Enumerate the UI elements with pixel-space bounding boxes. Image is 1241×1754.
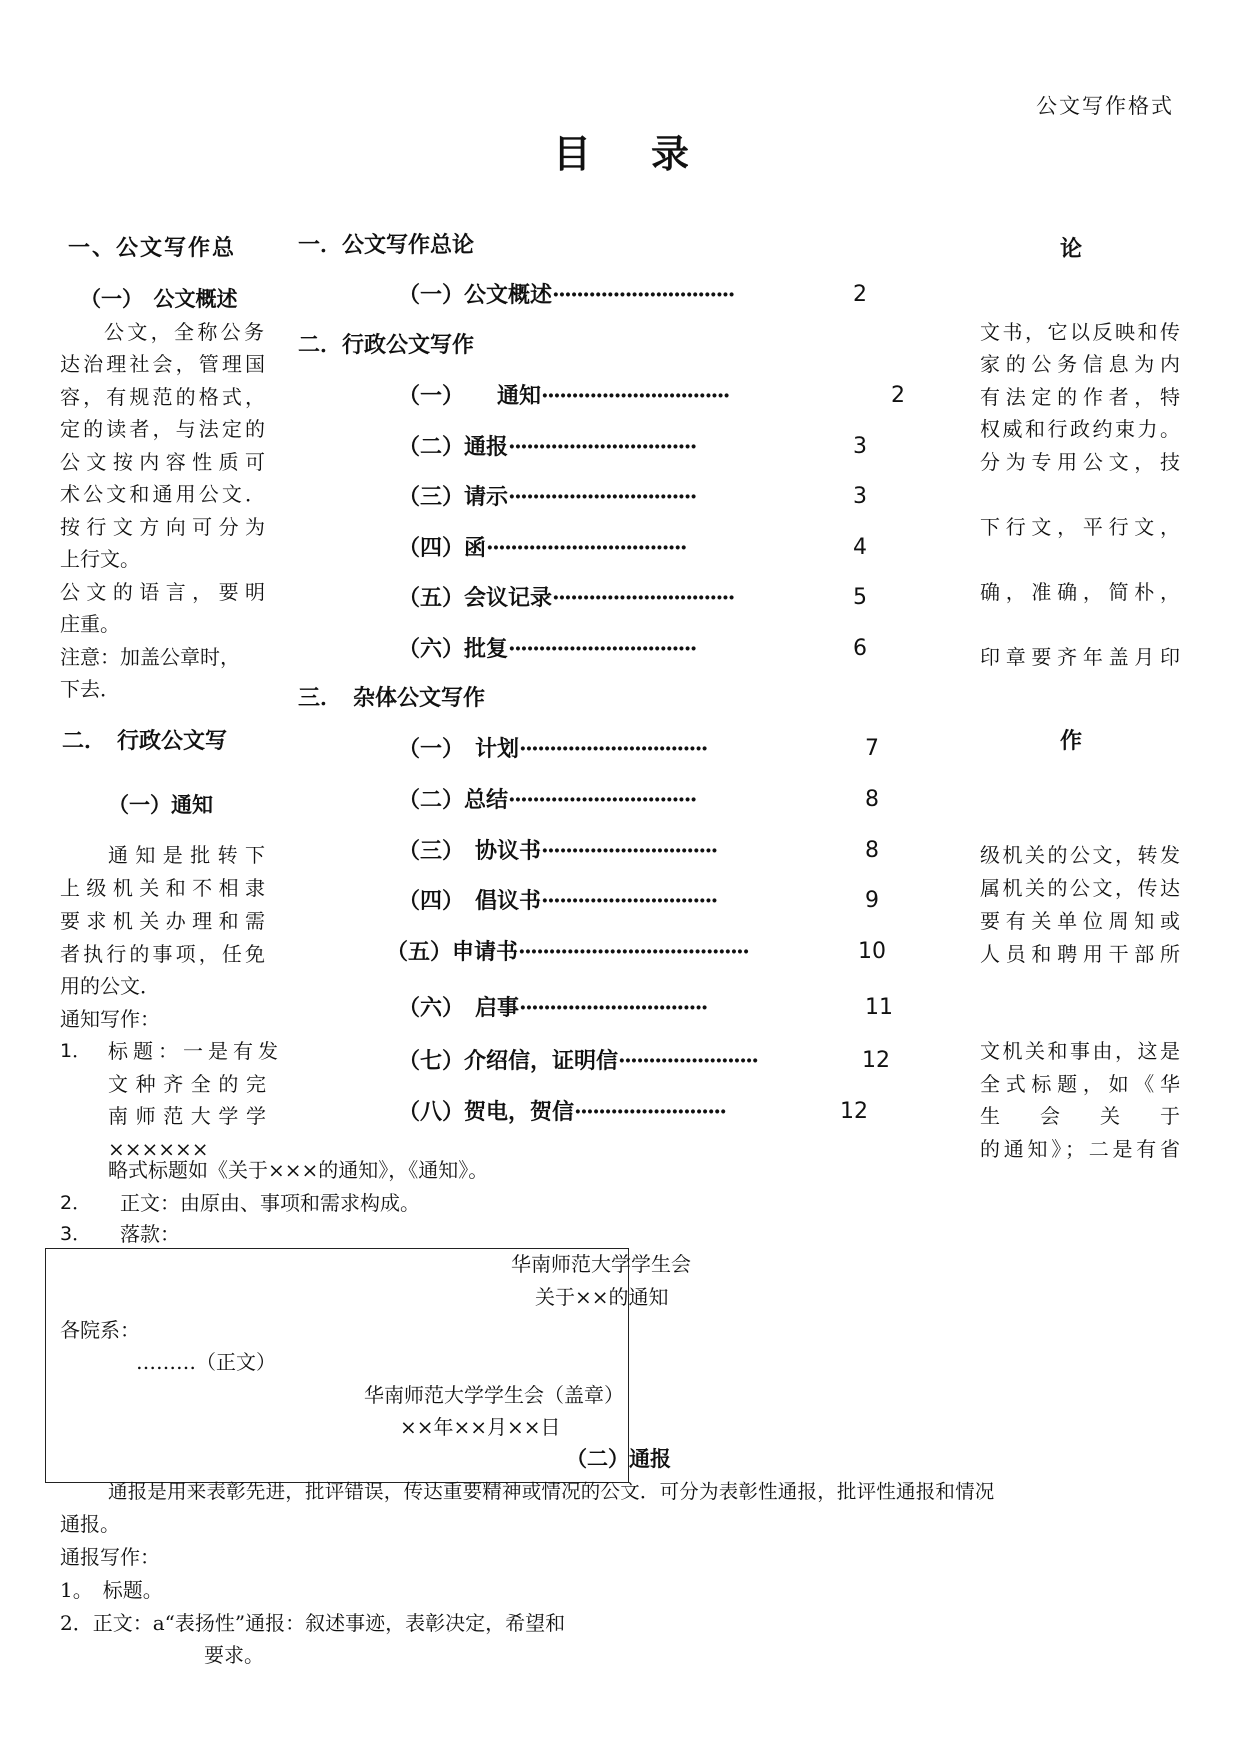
toc-entry-leader: ······························· (508, 434, 696, 460)
toc-entry-label: （七）介绍信，证明信 (398, 1048, 619, 1074)
left-body-line: 公文的语言，要明 (60, 580, 265, 604)
toc-entry-label: （二）总结 (398, 787, 509, 813)
toc-entry-leader: ······························· (508, 484, 696, 510)
toc-entry-label: （八）贺电，贺信 (398, 1099, 575, 1125)
tongbao-item2: 2．正文：a“表扬性”通报：叙述事迹，表彰决定，希望和 (60, 1611, 566, 1635)
toc-entry-label: （四）函 (398, 535, 487, 561)
toc-entry-page: 2 (891, 383, 905, 408)
toc-entry-leader: ······························· (508, 787, 696, 813)
toc-entry-label: （三） 协议书 (398, 838, 542, 864)
toc-entry-label: （六） 启事 (398, 995, 520, 1021)
toc-entry-page: 6 (853, 636, 867, 661)
left-body-line: 下去． (60, 677, 120, 701)
right-body-line: 权威和行政约束力。 (980, 417, 1180, 441)
left-section2-heading: 二． 行政公文写 (62, 728, 228, 754)
toc-entry-leader: ······························ (552, 585, 734, 611)
toc-entry-label: （一）公文概述 (398, 282, 553, 308)
right-item-line: 文机关和事由，这是 (980, 1039, 1180, 1063)
left-item-line: ×××××× (108, 1137, 209, 1161)
right-item-line: 全式标题，如《华 (980, 1072, 1180, 1096)
toc-entry[interactable] (398, 634, 696, 664)
right-body-line: 下行文，平行文， (980, 515, 1180, 539)
toc-entry[interactable] (386, 937, 748, 967)
toc-part1-heading: 一．公文写作总论 (298, 232, 475, 258)
left-body-line: 公文按内容性质可 (60, 450, 265, 474)
sample-body: ………（正文） (136, 1350, 276, 1374)
toc-entry[interactable] (398, 280, 734, 310)
left-body-line: 要求机关办理和需 (60, 909, 265, 933)
toc-entry-label: （四） 倡议书 (398, 888, 542, 914)
toc-entry-leader: ····························· (541, 888, 717, 914)
toc-entry[interactable] (398, 583, 734, 613)
right-body-line: 分为专用公文，技 (980, 450, 1180, 474)
left-body-line: 按行文方向可分为 (60, 515, 265, 539)
toc-entry-leader: ······························· (519, 736, 707, 762)
toc-entry-label: （六）批复 (398, 636, 509, 662)
left-body-line: 注意：加盖公章时， (60, 645, 240, 669)
left-body-line: 定的读者，与法定的 (60, 417, 265, 441)
toc-entry[interactable] (398, 1046, 757, 1076)
toc-entry-page: 12 (840, 1099, 868, 1124)
right-body-line: 人员和聘用干部所 (980, 942, 1180, 966)
left-item-line: 南师范大学学 (108, 1104, 266, 1128)
toc-entry-leader: ······························· (508, 636, 696, 662)
toc-entry-label: （五）会议记录 (398, 585, 553, 611)
left-body-line: 上行文。 (60, 547, 140, 571)
toc-entry[interactable] (398, 432, 696, 462)
toc-entry-page: 7 (865, 736, 879, 761)
item2-text: 正文：由原由、事项和需求构成。 (120, 1191, 420, 1215)
item2-number: 2． (60, 1192, 92, 1214)
right-section1-heading: 论 (1060, 236, 1083, 262)
left-body-line: 用的公文． (60, 974, 160, 998)
toc-entry-leader: ····························· (541, 838, 717, 864)
right-body-line: 级机关的公文，转发 (980, 843, 1180, 867)
toc-entry-leader: ······················· (618, 1048, 758, 1074)
toc-entry[interactable] (398, 785, 696, 815)
toc-entry-leader: ······························· (519, 995, 707, 1021)
item3-number: 3． (60, 1223, 92, 1245)
toc-entry-leader: ······························· (541, 383, 729, 409)
toc-entry-leader: ······························ (552, 282, 734, 308)
toc-entry-leader: ······································ (518, 939, 749, 965)
abbrev-title-line: 略式标题如《关于×××的通知》，《通知》。 (108, 1158, 489, 1182)
toc-entry[interactable] (398, 734, 707, 764)
toc-entry-page: 4 (853, 535, 867, 560)
tongbao-heading: （二）通报 (566, 1446, 671, 1471)
right-body-line: 文书，它以反映和传 (980, 320, 1180, 344)
toc-part2-heading: 二．行政公文写作 (298, 332, 475, 358)
toc-entry-page: 5 (853, 585, 867, 610)
sample-signer: 华南师范大学学生会（盖章） (364, 1383, 624, 1407)
toc-entry-page: 8 (865, 838, 879, 863)
left-section1-sub: （一） 公文概述 (80, 286, 238, 311)
right-body-line: 家的公务信息为内 (980, 352, 1180, 376)
left-item-line: 文种齐全的完 (108, 1072, 266, 1096)
left-body-line: 通知写作： (60, 1007, 160, 1031)
item3-text: 落款： (120, 1222, 180, 1246)
toc-entry-label: （五）申请书 (386, 939, 519, 965)
toc-entry-page: 3 (853, 434, 867, 459)
tongbao-item1: 1。 标题。 (60, 1578, 163, 1602)
tongbao-paragraph-line1: 通报是用来表彰先进，批评错误，传达重要精神或情况的公文．可分为表彰性通报，批评性通报和情况 (108, 1480, 995, 1503)
left-section1-heading: 一、公文写作总 (68, 235, 237, 261)
toc-entry[interactable] (398, 993, 707, 1023)
left-body-line: 达治理社会，管理国 (60, 352, 265, 376)
running-header: 公文写作格式 (1036, 94, 1174, 118)
right-section2-heading: 作 (1060, 728, 1083, 754)
toc-entry[interactable] (398, 533, 686, 563)
right-body-line: 有法定的作者，特 (980, 385, 1180, 409)
right-body-line: 确，准确，简朴， (980, 580, 1180, 604)
toc-entry-leader: ································· (486, 535, 686, 561)
toc-entry[interactable] (398, 836, 717, 866)
toc-entry[interactable] (398, 381, 729, 411)
toc-part3-heading: 三． 杂体公文写作 (298, 685, 486, 711)
toc-entry[interactable] (398, 886, 717, 916)
toc-entry[interactable] (398, 1097, 726, 1127)
right-body-line: 要有关单位周知或 (980, 909, 1180, 933)
tongbao-paragraph-line2: 通报。 (60, 1512, 120, 1536)
toc-entry-label: （三）请示 (398, 484, 509, 510)
right-item-line: 的通知》；二是有省 (980, 1137, 1180, 1161)
right-body-line: 印章要齐年盖月印 (980, 645, 1180, 669)
left-body-line: 通知是批转下 (108, 843, 265, 867)
left-body-line: 公文，全称公务 (104, 320, 264, 344)
left-body-line: 上级机关和不相隶 (60, 876, 265, 900)
right-item-line: 生 会 关 于 (980, 1104, 1180, 1128)
toc-entry-label: （一） 通知 (398, 383, 542, 409)
toc-entry-page: 10 (858, 939, 886, 964)
toc-entry-page: 9 (865, 888, 879, 913)
right-body-line: 属机关的公文，传达 (980, 876, 1180, 900)
toc-title-right: 录 (651, 132, 692, 176)
left-section2-sub: （一）通知 (108, 792, 213, 817)
sample-salutation: 各院系： (60, 1318, 140, 1342)
sample-subject: 关于××的通知 (535, 1285, 669, 1309)
toc-entry-leader: ························· (574, 1099, 726, 1125)
left-body-line: 者执行的事项，任免 (60, 942, 265, 966)
toc-entry-label: （二）通报 (398, 434, 509, 460)
left-item-line: 标题：一是有发 (108, 1039, 278, 1063)
toc-entry[interactable] (398, 482, 696, 512)
left-body-line: 庄重。 (60, 612, 120, 636)
sample-org: 华南师范大学学生会 (511, 1252, 691, 1276)
toc-entry-page: 3 (853, 484, 867, 509)
left-body-line: 术公文和通用公文． (60, 482, 265, 506)
toc-entry-page: 11 (865, 995, 893, 1020)
toc-entry-page: 12 (862, 1048, 890, 1073)
tongbao-howto: 通报写作： (60, 1545, 160, 1569)
toc-entry-label: （一） 计划 (398, 736, 520, 762)
item1-number: 1． (60, 1040, 92, 1062)
sample-date: ××年××月××日 (400, 1415, 561, 1439)
toc-title-left: 目 (553, 132, 594, 176)
left-body-line: 容，有规范的格式， (60, 385, 265, 409)
toc-entry-page: 2 (853, 282, 867, 307)
toc-entry-page: 8 (865, 787, 879, 812)
tongbao-item2-continued: 要求。 (204, 1643, 264, 1667)
